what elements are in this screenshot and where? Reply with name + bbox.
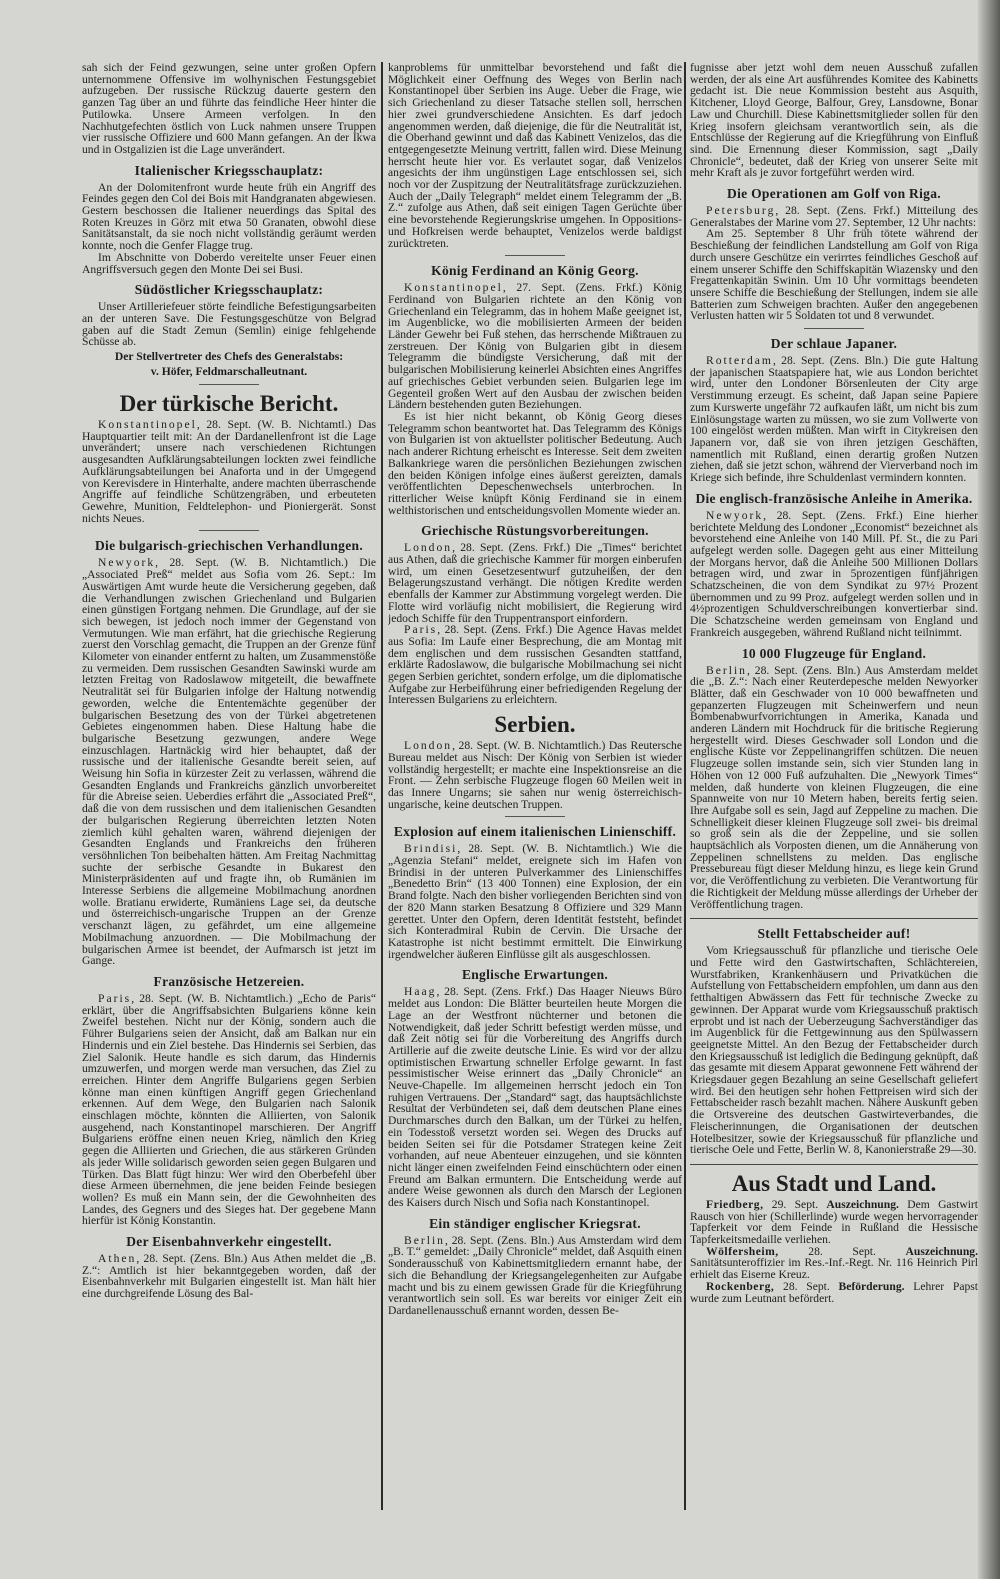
topic: Auszeichnung. xyxy=(905,1244,978,1258)
date: 28. Sept. xyxy=(774,1279,839,1293)
paragraph-text: , 28. Sept. (W. B. Nichtamtlich.) Das Reutersche Bureau meldet aus Nisch: Der König von Serbien ist wieder vollständig hergestellt; er machte eine Inspektionsreise an die Front. — Zehn serbische Flugzeuge flogen 60 Meilen weit in das Innere Ungarns; sie sahen nur wenig österreichisch-ungarische, keine deutschen Truppen. xyxy=(388,739,682,811)
section-heading: Der türkische Bericht. xyxy=(119,391,339,417)
dateline: Newyork xyxy=(98,556,156,570)
dateline: London xyxy=(404,739,453,753)
paragraph-text: Sanitätsunteroffizier im Res.-Inf.-Regt. Nr. 116 Heinrich Pirl erhielt das Eiserne Kreuz. xyxy=(690,1256,978,1282)
topic: Auszeichnung. xyxy=(826,1197,899,1211)
article-paragraph xyxy=(82,419,376,524)
column-rule xyxy=(684,62,686,1510)
article-paragraph xyxy=(690,228,978,322)
newspaper-column-3 xyxy=(690,62,978,1510)
dateline: London xyxy=(404,541,453,555)
paragraph-text: Am 25. September 8 Uhr früh tötete während der Beschießung der feindlichen Landstellung am Golf von Riga durch unsere Geschütze ein verirrtes feindliches Geschoß auf einem unserer Schiffe den Schiffskapitän Wiazensky und den Fregattenkapitän Swinin. Um 10 Uhr vormittags beendeten unsere Schiffe die Beschießung der Stellungen, indem sie alle Batterien zum Schweigen brachten. Außer den angegebenen Verlusten hatten wir 5 Soldaten tot und 8 verwundet. xyxy=(690,227,978,323)
article-paragraph xyxy=(690,665,978,911)
article-paragraph xyxy=(690,1246,978,1281)
dateline: Paris xyxy=(98,992,132,1005)
dateline: Rotterdam xyxy=(706,354,773,368)
paragraph-text: , 28. Sept. (Zens. Frkf.) Das Haager Nieuws Büro meldet aus London: Die Blätter beurteilen heute Morgen die Lage an der Westfront nüchterner und betonen die Notwendigkeit, daß jeder Schritt befestigt werden müsse, und daß Zeit nötig sei für die Vorbereitung des Angriffs durch Artillerie auf die zweite deutsche Linie. Es wird vor der allzu optimistischen Erwartung schneller Erfolge gewarnt. In fast pessimistischer Weise erinnert das „Daily Chronicle“ an Neuve-Chapelle. Im allgemeinen herrscht jedoch ein Ton ruhigen Vertrauens. Der „Standard“ sagt, das hauptsächlichste Resultat der Verbündeten sei, daß dem deutschen Plane eines Durchmarsches durch den Balkan, um der Türkei zu helfen, ein Todesstoß versetzt worden sei. Wegen des Drucks auf beiden Seiten sei für die Potsdamer Strategen keine Zeit vorhanden, auf neue Abenteuer einzugehen, und sie könnten nicht länger einen zweifelnden Feind einschüchtern oder einen Freund am Balkan ermuntern. Die Entscheidung werde auf andere Weise gewonnen als durch den Marsch der Legionen des Kaisers durch Nisch und Sofia nach Konstantinopel. xyxy=(388,985,682,1210)
article-paragraph xyxy=(690,205,978,228)
paragraph-text: , 28. Sept. (Zens. Frkf.) Eine hierher berichtete Meldung des Londoner „Economist“ bezeichnet als bevorstehend eine Anleihe von 140 Mill. Pf. St., die zu Pari aufgelegt werden solle. Dagegen geht aus einer Mitteilung der Morgans hervor, daß die Anleihe 500 Millionen Dollars betragen wird, und zwar in 5prozentigen fünfjährigen Schatzscheinen, die von dem Syndikat zu 97½ Prozent übernommen und zu 99 Proz. aufgelegt werden sollen und in 4½prozentigen Schuldverschreibungen konvertierbar sind. Die Schatzscheine werden gemeinsam von England und Frankreich ausgegeben, während Rußland nicht teilnimmt. xyxy=(690,508,978,639)
place-name: Rockenberg, xyxy=(706,1279,775,1293)
article-paragraph xyxy=(388,62,682,249)
article-paragraph xyxy=(388,1235,682,1317)
article-paragraph xyxy=(690,1199,978,1246)
newspaper-column-1 xyxy=(82,62,376,1510)
paragraph-text: , 28. Sept. (Zens. Frkf.) Die Agence Havas meldet aus Sofia: Im Laufe einer Besprechung, die am Montag mit dem englischen und dem russischen Gesandten stattfand, erklärte Radoslawow, die bulgarische Mobilmachung sei nicht gegen Serbien gerichtet, sondern erfolge, um die diplomatische Aufgabe zur Herbeiführung einer befriedigenden Regelung der Interessen Bulgariens zu erleichtern. xyxy=(388,623,682,707)
article-paragraph xyxy=(388,624,682,706)
dateline: Petersburg xyxy=(706,204,776,218)
section-heading: Serbien. xyxy=(494,712,576,738)
dateline: Brindisi xyxy=(404,842,458,856)
paragraph-text: Vom Kriegsausschuß für pflanzliche und tierische Oele und Fette wird den Gastwirtschaften, Schlächtereien, Wurstfabriken, Krankenhäusern und Privatküchen die Aufstellung von Fettabscheidern empfohlen, um dann aus den fetthaltigen Abwässern das Fett für technische Zwecke zu gewinnen. Der Apparat wurde vom Kriegsausschuß praktisch erprobt und ist nach der Ueberzeugung Sachverständiger das im Augenblick für die Fettgewinnung aus den Spülwassern geeignetste Mittel. An den Bezug der Fettabscheider durch den Kriegsausschuß ist lediglich die Bedingung geknüpft, daß das gesamte mit diesem Apparat gewonnene Fett während der Kriegsdauer gegen Bezahlung an seine Gesellschaft geliefert wird. Bei den heutigen sehr hohen Fettpreisen wird sich der Fettabscheider rasch bezahlt machen. Nähere Auskunft geben die Ortsvereine des deutschen Gastwirteverbandes, die Fleischerinnungen, die Organisationen der deutschen Hotelbesitzer, sowie der Kriegsausschuß für pflanzliche und tierische Oele und Fette, Berlin W. 8, Kanonierstraße 29—30. xyxy=(690,944,978,1157)
article-heading: Der Eisenbahnverkehr eingestellt. xyxy=(126,1234,332,1250)
separator-rule xyxy=(199,530,259,531)
place-name: Friedberg, xyxy=(706,1197,764,1211)
place-name: Wölfersheim, xyxy=(706,1244,779,1258)
paragraph-text: fugnisse aber jetzt wohl dem neuen Ausschuß zufallen werden, der als eine Art ausführendes Komitee des Kabinetts gedacht ist. Die neue Kommission besteht aus Asquith, Kitchener, Lloyd George, Balfour, Grey, Lansdowne, Bonar Law und Churchill. Diese Kabinettsmitglieder sollen für den Krieg insofern gleichsam verantwortlich sein, als die Entschlüsse der Regierung auf die Kriegführung von Einfluß sind. Die Ernennung dieser Kommission, sagt „Daily Chronicle“, bedeutet, daß der Krieg von unserer Seite mit mehr Kraft als je zuvor fortgeführt werden wird. xyxy=(690,62,978,180)
paragraph-text: , 28. Sept. (W. B. Nichtamtlich.) Die „Associated Preß“ meldet aus Sofia vom 26. Sept.: Im Auswärtigen Amt wurde heute die Versicherung gegeben, daß die Verhandlungen zwischen Griechenland und Bulgarien einen günstigen Fortgang nehmen. Die Grundlage, auf der sie sich bewegen, ist jedoch noch immer der Gegenstand von Vermutungen. Wie man erfährt, hat die griechische Regierung zuerst den Vorschlag gemacht, die Truppen an der Grenze fünf Kilometer von einander entfernt zu halten, um Zusammenstöße zu vermeiden. Dem russischen Gesandten Sawinski wurde am letzten Freitag von Radoslawow mitgeteilt, die bewaffnete Neutralität sei für Bulgarien infolge der Haltung notwendig geworden, welche die Ententemächte gegenüber der bulgarischen Besetzung des von der Türkei abgetretenen Gebietes eingenommen haben. Diese Haltung habe die bulgarische Besetzung gezwungen, andere Wege einzuschlagen. Hartnäckig wird hier behauptet, daß der russische und der italienische Gesandte bereit seien, auf Weisung hin Sofia in kürzester Zeit zu verlassen, während die Gesandten Englands und Frankreichs gänzlich unvorbereitet für die Abreise seien. Ueberdies erfährt die „Associated Preß“, daß die von dem russischen und dem italienischen Gesandten der bulgarischen Regierung überreichten letzten Noten ziemlich kühl gehalten waren, während diejenigen der Gesandten Englands und Frankreichs den früheren versöhnlichen Ton beibehalten hätten. Am Freitag Nachmittag suchte der serbische Gesandte in Bukarest den Ministerpräsidenten auf und fragte ihn, ob Rumänien im Interesse Serbiens die allgemeine Mobilmachung anordnen wolle. Bratianu erwiderte, Rumäniens Lage sei, da deutsche und österreichisch-ungarische Truppen an der Grenze verschanzt lägen, zu gefährdet, um eine allgemeine Mobilmachung anzuordnen. — Die Mobilmachung der bulgarischen Armee ist beendet, der Aufmarsch ist jetzt im Gange. xyxy=(82,556,376,968)
separator-rule xyxy=(505,816,565,817)
dateline: Berlin xyxy=(706,663,747,677)
article-paragraph xyxy=(690,1281,978,1304)
dateline: Haag xyxy=(404,985,437,999)
article-heading: Englische Erwartungen. xyxy=(461,967,609,983)
paragraph-text: Im Abschnitte von Doberdo vereitelte unser Feuer einen Angriffsversuch gegen den Monte Dei sei Busi. xyxy=(82,250,376,276)
separator-rule xyxy=(690,918,978,919)
article-paragraph xyxy=(82,557,376,967)
article-heading: 10 000 Flugzeuge für England. xyxy=(741,645,927,661)
separator-rule xyxy=(804,328,864,329)
paragraph-text: , 28. Sept. (W. B. Nichtamtl.) Das Hauptquartier teilt mit: An der Dardanellenfront ist die Lage unverändert; unsere nach verschiedenen Richtungen ausgesandten Aufklärungsabteilungen lockten zwei feindliche Aufklärungsabteilungen bei Anaforta und in der Umgegend von Kerevisdere in Hinterhalte, andere machten überraschende Angriffe auf feindliche Schützengräben, und erbeuteten Gewehre, Munition, Feldtelephon- und Pioniergerät. Sonst nichts Neues. xyxy=(82,418,376,525)
article-paragraph xyxy=(82,182,376,252)
dateline: Berlin xyxy=(404,1233,445,1247)
article-paragraph xyxy=(82,993,376,1227)
paragraph-text: Unser Artilleriefeuer störte feindliche Befestigungsarbeiten an der unteren Save. Die Festungsgeschütze von Belgrad gaben auf die Stadt Zemun (Semlin) einige fehlgehende Schüsse ab. xyxy=(82,300,376,349)
signature-line: Der Stellvertreter des Chefs des Generalstabs: xyxy=(114,350,344,364)
date: 29. Sept. xyxy=(763,1197,827,1211)
article-heading: Französische Hetzereien. xyxy=(153,974,305,989)
article-heading: Explosion auf einem italienischen Linienschiff. xyxy=(393,824,677,840)
paragraph-text: , 28. Sept. (Zens. Frkf.) Die „Times“ berichtet aus Athen, daß die griechische Kammer für morgen einberufen wird, um einen Gesetzesentwurf gutzuheißen, der den Belagerungszustand verhängt. Die nötigen Kredite werden ebenfalls der Kammer zur Abstimmung vorgelegt werden. Die Flotte wird vorläufig nicht mobilisiert, die Regierung wird jedoch Schiffe für den Truppentransport einfordern. xyxy=(388,541,682,625)
article-heading: Stellt Fettabscheider auf! xyxy=(757,926,911,942)
article-heading: Griechische Rüstungsvorbereitungen. xyxy=(421,523,649,539)
article-paragraph xyxy=(388,843,682,960)
newspaper-column-2 xyxy=(388,62,682,1510)
column-rule xyxy=(381,62,383,1510)
article-paragraph xyxy=(388,282,682,411)
article-paragraph xyxy=(690,62,978,179)
article-heading: Italienischer Kriegsschauplatz: xyxy=(134,162,324,178)
paragraph-text: , 28. Sept. (Zens. Bln.) Aus Athen meldet die „B. Z.“: Amtlich ist hier bekanntgegeben worden, daß der Eisenbahnverkehr mit Bulgarien eingestellt ist. Man hält hier eine durchgreifende Lösung des Bal- xyxy=(82,1252,376,1301)
paragraph-text: kanproblems für unmittelbar bevorstehend und faßt die Möglichkeit einer Oeffnung des Weges von Berlin nach Konstantinopel über Serbien ins Auge. Ueber die Frage, wie sich Griechenland zu dieser Tatsache stellen soll, herrschen hier zwei grundverschiedene Ansichten. Es darf jedoch angenommen werden, daß diejenige, die für die Neutralität ist, die Oberhand gewinnt und daß das Kabinett Venizelos, das die entgegengesetzte Meinung vertritt, fallen wird. Diese Meinung herrscht heute hier vor. Es verlautet sogar, daß Venizelos angesichts der ihm ungünstigen Lage entschlossen sei, sich noch vor der Zuspitzung der Neutralitätsfrage zurückzuziehen. Auch der „Daily Telegraph“ meldet einem Telegramm der „B. Z.“ zufolge aus Athen, daß seit einigen Tagen Gerüchte über eine bevorstehende Regierungskrise umgehen. In Oppositions- und Hofkreisen werde behauptet, Venizelos werde baldigst zurücktreten. xyxy=(388,62,682,250)
article-paragraph xyxy=(388,986,682,1208)
article-paragraph xyxy=(82,301,376,348)
article-heading: Der schlaue Japaner. xyxy=(770,336,898,352)
separator-rule xyxy=(690,1164,978,1165)
signature-line: v. Höfer, Feldmarschalleutnant. xyxy=(150,365,308,379)
article-paragraph xyxy=(388,740,682,810)
paragraph-text: , 27. Sept. (Zens. Frkf.) König Ferdinand von Bulgarien richtete an den König von Griechenland ein Telegramm, das in hohem Maße geeignet ist, im Augenblicke, wo die mobilisierten Armeen der beiden Länder Gewehr bei Fuß stehen, das herrschende Mißtrauen zu zerstreuen. Der König von Bulgarien gibt in diesem Telegramm die bündigste Versicherung, daß mit der bulgarischen Mobilisierung keinerlei Absichten eines Angriffes auf griechisches Gebiet verbunden seien. Bulgarien lege im Gegenteil großen Wert auf den Ausbau der zwischen beiden Ländern bestehenden guten Beziehungen. xyxy=(388,281,682,412)
dateline: Paris xyxy=(404,623,438,637)
article-paragraph xyxy=(388,542,682,624)
article-heading: Ein ständiger englischer Kriegsrat. xyxy=(429,1215,641,1231)
article-heading: Die Operationen am Golf von Riga. xyxy=(727,186,941,202)
article-paragraph xyxy=(82,1253,376,1300)
article-paragraph xyxy=(690,945,978,1156)
paragraph-text: , 28. Sept. (W. B. Nichtamtlich.) „Echo de Paris“ erklärt, über die Angriffsabsichten Bulgariens könne kein Zweifel bestehen. Nicht nur der König, sondern auch die Führer Bulgariens seien der Ansicht, daß am Balkan nur ein Hindernis und ein Ziel bestehe. Das Hindernis sei Serbien, das Ziel Salonik. Heute handle es sich darum, das Hindernis umzuwerfen, und morgen werde man versuchen, das Ziel zu erreichen. Hinter dem Angriffe Bulgariens gegen Serbien könne man einen künftigen Angriff gegen Griechenland erkennen. Auf dem Wege, den Bulgarien nach Salonik einschlagen möchte, könnten die Alliierten, von Salonik ausgehend, nach Konstantinopel marschieren. Der Angriff Bulgariens eröffne einen neuen Krieg, nämlich den Krieg gegen die Alliierten und Griechen, die aus stärkeren Gründen als jeder Wille solidarisch geworden seien gegen Bulgaren und Türken. Das Blatt fügt hinzu: Wer wird den Oberbefehl über diese Armeen übernehmen, die jene beiden Feinde besiegen wollen? Es muß ein Mann sein, der die Gewohnheiten des Landes, des Gegners und des Sieges hat. Der gegebene Mann hierfür ist König Konstantin. xyxy=(82,992,376,1228)
date: 28. Sept. xyxy=(778,1244,906,1258)
article-heading: Die bulgarisch-griechischen Verhandlungen. xyxy=(94,538,363,554)
paragraph-text: , 28. Sept. (Zens. Bln.) Aus Amsterdam wird dem „B. T.“ gemeldet: „Daily Chronicle“ meldet, daß Asquith einen Sonderausschuß von Kabinettsmitgliedern ernannt habe, der sich die Behandlung der Kriegsangelegenheiten zur Aufgabe macht und bis zu einem gewissen Grade für die Kriegführung verantwortlich sein soll. Es war bereits vor einiger Zeit ein Dardanellenausschuß ernannt worden, dessen Be- xyxy=(388,1233,682,1317)
article-paragraph xyxy=(388,411,682,516)
article-paragraph xyxy=(690,510,978,639)
paragraph-text: , 28. Sept. (Zens. Bln.) Aus Amsterdam meldet die „B. Z.“: Nach einer Reuterdepesche melden Newyorker Blätter, daß ein Geschwader von 10 000 bewaffneten und gepanzerten Flugzeugen mit Scheinwerfern und neun Bombenabwurfvorrichtungen in Amerika, Kanada und anderen Ländern mit Hochdruck für die britische Regierung hergestellt wird. Dieses Geschwader soll London und die englische Küste vor Zeppelinangriffen schützen. Die neuen Flugzeuge sollen imstande sein, sich vier Stunden lang in Höhen von 12 000 Fuß aufzuhalten. Die „Newyork Times“ melden, daß hunderte von kleinen Flugzeugen, die eine Spannweite von nur 10 Metern haben, bereits fertig seien. Ihre Aufgabe soll es sein, Jagd auf Zeppeline zu machen. Die Schnelligkeit dieser kleinen Flugzeuge soll zwei- bis dreimal so groß sein als die der Zeppeline, und sie sollen hauptsächlich als Vorposten dienen, um die Annäherung von Zeppelinen schnellstens zu melden. Das englische Pressebureau fügt dieser Meldung hinzu, es liege kein Grund vor, die Veröffentlichung zu verbieten. Die Verantwortung für die Richtigkeit der Meldung müsse allerdings der Urheber der Veröffentlichung tragen. xyxy=(690,663,978,911)
paragraph-text: Lehrer Papst wurde zum Leutnant befördert. xyxy=(690,1279,978,1305)
dateline: Athen xyxy=(98,1252,137,1266)
topic: Beförderung. xyxy=(838,1279,905,1293)
dateline: Konstantinopel xyxy=(98,418,197,432)
article-heading: König Ferdinand an König Georg. xyxy=(431,263,639,279)
dateline: Newyork xyxy=(706,508,764,522)
article-heading: Südöstlicher Kriegsschauplatz: xyxy=(134,282,324,298)
separator-rule xyxy=(505,255,565,256)
paragraph-text: , 28. Sept. (Zens. Frkf.) Mitteilung des Generalstabes der Marine vom 27. September, 12 Uhr nachts: xyxy=(690,204,978,229)
paragraph-text: An der Dolomitenfront wurde heute früh ein Angriff des Feindes gegen den Col dei Bois mit Handgranaten abgewiesen. Gestern beschossen die Italiener neuerdings das Spital des Roten Kreuzes in Görz mit etwa 50 Granaten, obwohl diese Sanitätsanstalt, da sie noch nicht vollständig geräumt werden konnte, noch die Genfer Flagge trug. xyxy=(82,180,376,253)
paragraph-text: Es ist hier nicht bekannt, ob König Georg dieses Telegramm schon beantwortet hat. Das Telegramm des Königs von Bulgarien ist von aktuellster politischer Bedeutung. Auch nach anderer Richtung erheischt es Interesse. Seit dem zweiten Balkankriege waren die persönlichen Beziehungen zwischen den beiden Königen infolge eines äußerst gereizten, damals veröffentlichten Depeschenwechsels unterbrochen. In ritterlicher Weise knüpft König Ferdinand sie in einem welthistorischen und entscheidungsvollen Momente wieder an. xyxy=(388,409,682,517)
article-paragraph xyxy=(82,62,376,156)
paragraph-text: Dem Gastwirt Rausch von hier (Schillerlinde) wurde wegen hervorragender Tapferkeit vor dem Feinde in Rußland die Hessische Tapferkeitsmedaille verliehen. xyxy=(690,1197,978,1247)
paragraph-text: sah sich der Feind gezwungen, seine unter großen Opfern unternommene Offensive im wolhynischen Festungsgebiet aufzugeben. Der russische Rückzug dauerte gestern den ganzen Tag über an und führte das feindliche Heer hinter die Putilowka. Unsere Armeen verfolgen. In den Nachhutgefechten östlich von Luck nahmen unsere Truppen vier russische Offiziere und 600 Mann gefangen. An der Ikwa und in Ostgalizien ist die Lage unverändert. xyxy=(82,62,376,156)
paragraph-text: , 28. Sept. (Zens. Bln.) Die gute Haltung der japanischen Staatspapiere hat, wie aus London berichtet wird, unter den Londoner Börsenleuten der City arge Verstimmung erzeugt. Es scheint, daß Japan seine Papiere zum Kurswerte ungefähr 72 aufkaufen läßt, um nicht bis zum Einlösungstage warten zu müssen, wo sie zum Vollwerte von 100 eingelöst werden müßten. Man wirft in Citykreisen den Japanern vor, daß sie von ihren jetzigen Geschäften, namentlich mit Rußland, einen derartig großen Nutzen ziehen, daß sie jetzt schon, während der Vierverband noch im Kriege sich befinde, ihre Schuldenlast vermindern konnten. xyxy=(690,354,978,485)
dateline: Konstantinopel xyxy=(404,281,503,295)
separator-rule xyxy=(199,384,259,385)
article-heading: Die englisch-französische Anleihe in Amerika. xyxy=(695,490,973,506)
article-paragraph xyxy=(690,355,978,484)
section-heading: Aus Stadt und Land. xyxy=(731,1170,937,1196)
article-paragraph xyxy=(82,252,376,275)
book-binding-edge xyxy=(978,0,1000,1579)
paragraph-text: , 28. Sept. (W. B. Nichtamtlich.) Wie die „Agenzia Stefani“ meldet, ereignete sich im Hafen von Brindisi in der unteren Pulverkammer des Linienschiffes „Benedetto Brin“ (13 400 Tonnen) eine Explosion, der ein Brand folgte. Nach den bisher vorliegenden Berichten sind von der 820 Mann starken Besatzung 8 Offiziere und 329 Mann gerettet. Unter den Opfern, deren Identität feststeht, befindet sich Konteradmiral Rubin de Cervin. Die Ursache der Katastrophe ist nicht bestimmt ermittelt. Die Einwirkung irgendwelcher äußeren Einflüsse gilt als ausgeschlossen. xyxy=(388,842,682,961)
